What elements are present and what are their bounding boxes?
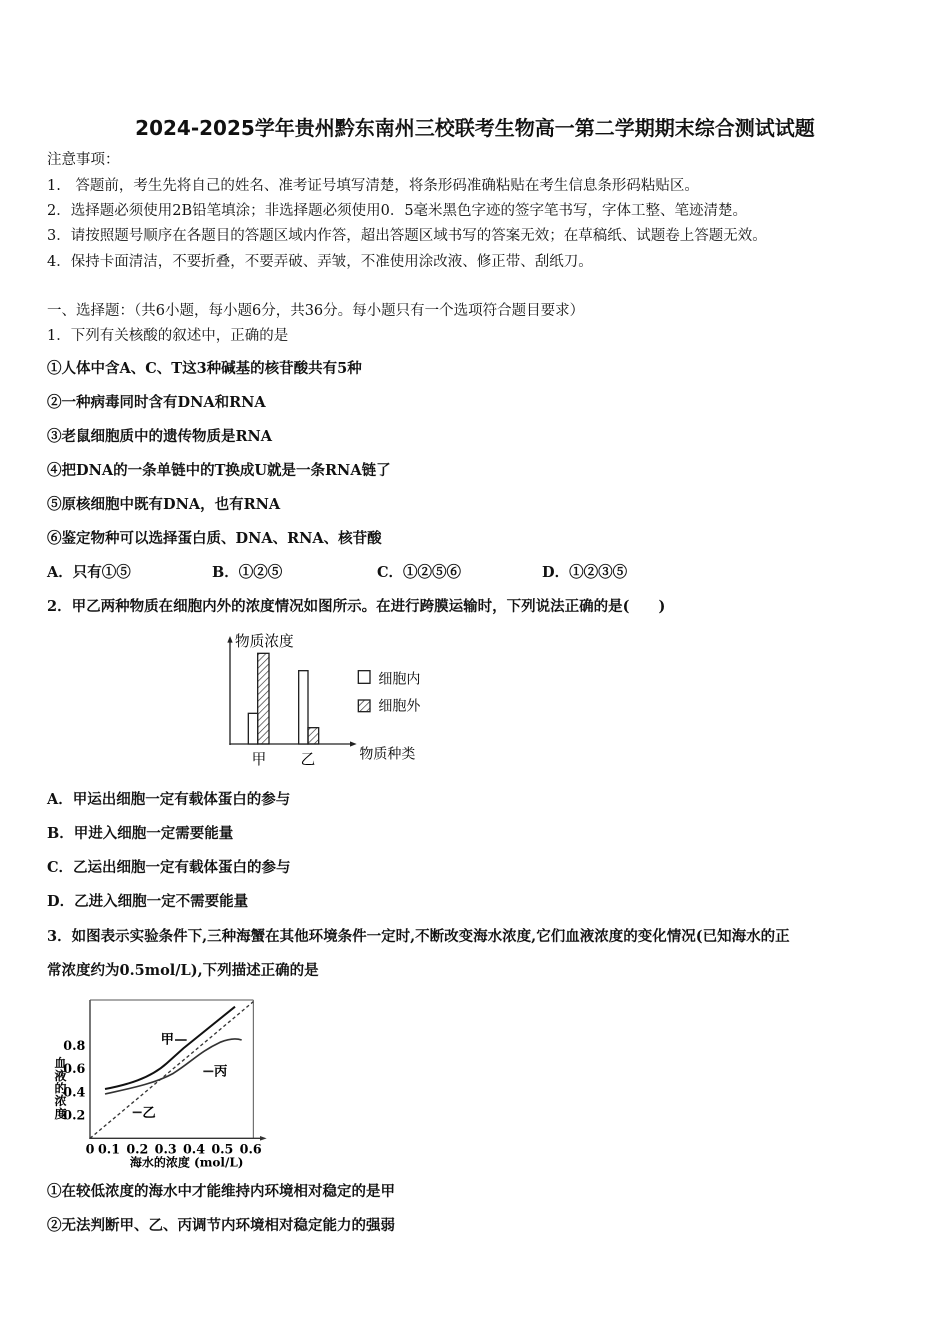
q2-option-c: C．乙运出细胞一定有载体蛋白的参与	[47, 859, 291, 876]
curve-yi-dashed	[90, 1002, 253, 1139]
note-item: 1. 答题前，考生先将自己的姓名、准考证号填写清楚，将条形码准确粘贴在考生信息条形码粘贴区。	[47, 178, 699, 194]
q1-option-d: D．①②③⑤	[542, 564, 628, 581]
x-tick-label: 甲	[251, 751, 267, 768]
x-tick-label: 0.5	[211, 1141, 234, 1157]
q1-statement: ③老鼠细胞质中的遗传物质是RNA	[47, 428, 273, 445]
legend-swatch-outside	[358, 700, 370, 712]
legend-label-outside: 细胞外	[378, 698, 421, 715]
note-item: 3．请按照题号顺序在各题目的答题区域内作答，超出答题区域书写的答案无效；在草稿纸、试题卷上答题无效。	[47, 228, 767, 244]
question-1-stem: 1．下列有关核酸的叙述中，正确的是	[47, 328, 289, 344]
question-2-stem: 2．甲乙两种物质在细胞内外的浓度情况如图所示。在进行跨膜运输时，下列说法正确的是( )	[47, 598, 666, 615]
x-tick-label: 0	[85, 1141, 95, 1157]
x-axis-label: 物质种类	[359, 746, 416, 763]
bar-yi-outside	[308, 728, 319, 744]
curve-label-yi: 乙	[142, 1105, 156, 1121]
line-figure	[40, 995, 280, 1175]
curve-label-jia: 甲	[160, 1031, 174, 1048]
y-axis-arrow	[227, 636, 232, 643]
q1-statement: ④把DNA的一条单链中的T换成U就是一条RNA链了	[47, 462, 391, 479]
x-tick-label: 乙	[300, 751, 316, 768]
y-tick-label: 0.8	[63, 1038, 86, 1053]
bar-jia-outside	[258, 653, 269, 744]
bar-yi-inside	[299, 671, 308, 744]
note-item: 2．选择题必须使用2B铅笔填涂；非选择题必须使用0．5毫米黑色字迹的签字笔书写，字体工整、笔迹清楚。	[47, 203, 748, 219]
q2-option-b: B．甲进入细胞一定需要能量	[47, 825, 234, 842]
x-tick-label: 0.6	[239, 1141, 262, 1157]
x-tick-label: 0.4	[182, 1141, 206, 1157]
y-tick-label: 0.2	[63, 1107, 86, 1123]
q1-statement: ①人体中含A、C、T这3种碱基的核苷酸共有5种	[47, 360, 362, 377]
y-tick-label: 0.4	[63, 1084, 86, 1100]
q1-statement: ⑥鉴定物种可以选择蛋白质、DNA、RNA、核苷酸	[47, 530, 382, 547]
y-axis-label: 物质浓度	[235, 633, 294, 650]
x-axis-label: 海水的浓度 (mol/L)	[129, 1155, 244, 1170]
note-item: 4．保持卡面清洁，不要折叠，不要弄破、弄皱，不准使用涂改液、修正带、刮纸刀。	[47, 254, 593, 270]
q1-statement: ⑤原核细胞中既有DNA，也有RNA	[47, 496, 281, 513]
y-axis-label: 血液的浓度	[53, 1056, 67, 1121]
x-axis-arrow	[260, 1136, 267, 1141]
bar-jia-inside	[248, 713, 257, 744]
legend-label-inside: 细胞内	[378, 671, 421, 688]
x-tick-label: 0.1	[97, 1141, 121, 1157]
legend-swatch-inside	[358, 671, 370, 684]
q1-statement: ②一种病毒同时含有DNA和RNA	[47, 394, 266, 411]
q2-option-d: D．乙进入细胞一定不需要能量	[47, 893, 249, 910]
q1-option-b: B．①②⑤	[212, 564, 283, 581]
section-heading: 一、选择题：（共6小题，每小题6分，共36分。每小题只有一个选项符合题目要求）	[47, 303, 585, 319]
question-3-stem-cont: 常浓度约为0.5mol/L),下列描述正确的是	[47, 962, 319, 979]
q1-option-c: C．①②⑤⑥	[377, 564, 462, 581]
q2-option-a: A．甲运出细胞一定有载体蛋白的参与	[47, 791, 291, 808]
q1-option-a: A．只有①⑤	[47, 564, 131, 581]
x-tick-label: 0.3	[154, 1141, 177, 1157]
y-tick-label: 0.6	[63, 1061, 86, 1076]
x-tick-label: 0.2	[126, 1141, 149, 1157]
q3-statement: ②无法判断甲、乙、丙调节内环境相对稳定能力的强弱	[47, 1217, 395, 1234]
q3-statement: ①在较低浓度的海水中才能维持内环境相对稳定的是甲	[47, 1183, 395, 1200]
question-3-stem: 3．如图表示实验条件下,三种海蟹在其他环境条件一定时,不断改变海水浓度,它们血液浓度的变化情况(已知海水的正	[47, 928, 790, 945]
curve-label-bing: 丙	[214, 1063, 228, 1080]
x-axis-arrow	[350, 741, 357, 746]
bar-figure	[200, 620, 450, 770]
notes-heading: 注意事项：	[47, 152, 120, 168]
page-title: 2024-2025学年贵州黔东南州三校联考生物高一第二学期期末综合测试试题	[135, 116, 815, 140]
